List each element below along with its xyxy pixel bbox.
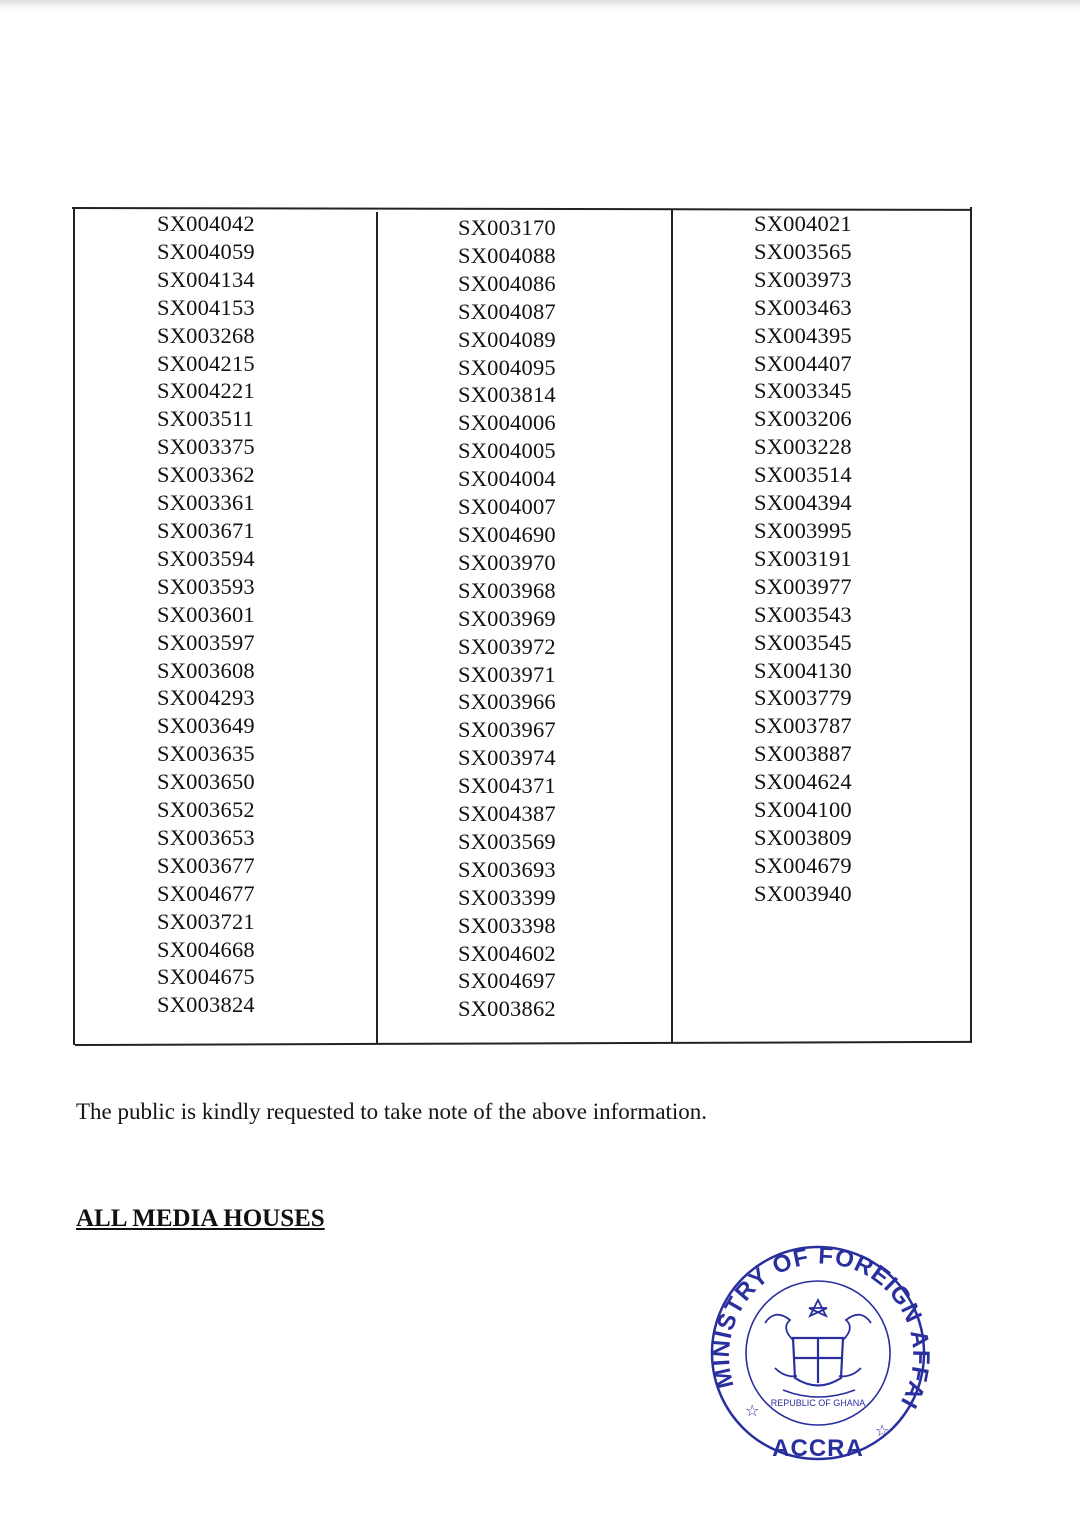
stamp-ring-text: MINISTRY OF FOREIGN AI	[707, 1242, 930, 1414]
serial-number-cell: SX003824	[157, 992, 255, 1018]
serial-number-cell: SX004004	[458, 466, 556, 492]
serial-number-cell: SX003511	[157, 406, 255, 432]
serial-number-cell: SX003361	[157, 490, 255, 516]
serial-number-cell: SX003514	[754, 462, 852, 488]
table-divider-2	[671, 210, 673, 1042]
serial-number-cell: SX004602	[458, 940, 556, 966]
serial-number-cell: SX003977	[754, 573, 852, 599]
serial-number-cell: SX003593	[157, 573, 255, 599]
serial-number-cell: SX004668	[157, 936, 255, 962]
stamp-star-right-icon: ☆	[875, 1421, 890, 1440]
stamp-bottom-text: ACCRA	[772, 1435, 864, 1462]
serial-number-cell: SX003653	[157, 824, 255, 850]
serial-number-cell: SX003594	[157, 545, 255, 571]
serial-number-cell: SX004134	[157, 266, 255, 292]
serial-number-cell: SX003608	[157, 657, 255, 683]
serial-number-cell: SX003569	[458, 828, 556, 854]
serial-number-cell: SX003463	[754, 294, 852, 320]
serial-number-cell: SX004089	[458, 326, 556, 352]
serial-number-cell: SX004006	[458, 410, 556, 436]
serial-number-cell: SX004624	[754, 769, 852, 795]
serial-number-cell: SX003597	[157, 629, 255, 655]
serial-number-cell: SX003809	[754, 824, 852, 850]
serial-number-cell: SX004087	[458, 298, 556, 324]
table-border-left	[73, 207, 75, 1045]
serial-number-cell: SX003693	[458, 856, 556, 882]
serial-number-cell: SX003971	[458, 661, 556, 687]
serial-number-cell: SX003677	[157, 852, 255, 878]
table-border-bottom	[75, 1041, 972, 1046]
notice-text: The public is kindly requested to take note of the above information.	[76, 1099, 708, 1124]
serial-number-cell: SX004095	[458, 354, 556, 380]
serial-number-cell: SX003967	[458, 717, 556, 743]
serial-number-cell: SX003995	[754, 517, 852, 543]
serial-number-cell: SX003862	[458, 996, 556, 1022]
serial-number-cell: SX003170	[458, 215, 556, 240]
serial-number-cell: SX003398	[458, 912, 556, 938]
serial-number-cell: SX004221	[157, 378, 255, 404]
serial-number-cell: SX003649	[157, 713, 255, 739]
serial-number-cell: SX003650	[157, 769, 255, 795]
serial-number-cell: SX003206	[754, 406, 852, 432]
serial-number-cell: SX003887	[754, 741, 852, 767]
serial-number-cell: SX004130	[754, 657, 852, 683]
serial-number-cell: SX003345	[754, 378, 852, 404]
serial-number-cell: SX003375	[157, 434, 255, 460]
table-column-1	[157, 210, 255, 1019]
serial-number-cell: SX004395	[754, 322, 852, 348]
serial-number-cell: SX003652	[157, 797, 255, 823]
stamp-star-left-icon: ☆	[745, 1401, 760, 1420]
serial-number-cell: SX003970	[458, 549, 556, 575]
serial-number-cell: SX003545	[754, 629, 852, 655]
table-border-right	[970, 207, 972, 1043]
serial-number-cell: SX004153	[157, 294, 255, 320]
serial-number-cell: SX004675	[157, 964, 255, 990]
serial-number-cell: SX003635	[157, 741, 255, 767]
serial-number-cell: SX004690	[458, 521, 556, 547]
serial-number-cell: SX003972	[458, 633, 556, 659]
serial-number-cell: SX003362	[157, 462, 255, 488]
stamp-inner-text: REPUBLIC OF GHANA	[770, 1398, 866, 1408]
serial-number-cell: SX004059	[157, 238, 255, 264]
serial-number-cell: SX003601	[157, 601, 255, 627]
serial-number-cell: SX004293	[157, 685, 255, 711]
serial-number-cell: SX003973	[754, 266, 852, 292]
serial-number-cell: SX003966	[458, 689, 556, 715]
table-column-3	[754, 210, 852, 908]
serial-number-cell: SX003814	[458, 382, 556, 408]
serial-number-cell: SX003787	[754, 713, 852, 739]
serial-number-cell: SX003968	[458, 577, 556, 603]
table-divider-1	[376, 212, 378, 1044]
serial-number-cell: SX004371	[458, 773, 556, 799]
serial-number-cell: SX003543	[754, 601, 852, 627]
serial-number-cell: SX003268	[157, 322, 255, 348]
serial-number-cell: SX003721	[157, 908, 255, 934]
serial-number-cell: SX004007	[458, 494, 556, 520]
serial-number-cell: SX003399	[458, 884, 556, 910]
serial-number-cell: SX004042	[157, 211, 255, 236]
serial-number-cell: SX004021	[754, 211, 852, 236]
serial-number-cell: SX003779	[754, 685, 852, 711]
serial-number-cell: SX003565	[754, 238, 852, 264]
serial-number-cell: SX003969	[458, 605, 556, 631]
serial-number-cell: SX004215	[157, 350, 255, 376]
stamp-seal-icon	[705, 1228, 930, 1468]
serial-number-cell: SX004677	[157, 880, 255, 906]
serial-number-cell: SX003191	[754, 545, 852, 571]
serial-number-cell: SX004100	[754, 797, 852, 823]
ministry-stamp	[705, 1228, 930, 1468]
serial-number-cell: SX004407	[754, 350, 852, 376]
serial-number-cell: SX004086	[458, 270, 556, 296]
serial-number-cell: SX003974	[458, 745, 556, 771]
serial-number-cell: SX004394	[754, 490, 852, 516]
serial-number-cell: SX004697	[458, 968, 556, 994]
addressee-heading: ALL MEDIA HOUSES	[76, 1205, 325, 1232]
serial-number-cell: SX004679	[754, 852, 852, 878]
serial-number-cell: SX004005	[458, 438, 556, 464]
serial-number-cell: SX004088	[458, 242, 556, 268]
serial-number-cell: SX004387	[458, 801, 556, 827]
serial-number-cell: SX003671	[157, 517, 255, 543]
table-column-2	[458, 214, 556, 1023]
serial-number-cell: SX003940	[754, 880, 852, 906]
serial-number-cell: SX003228	[754, 434, 852, 460]
